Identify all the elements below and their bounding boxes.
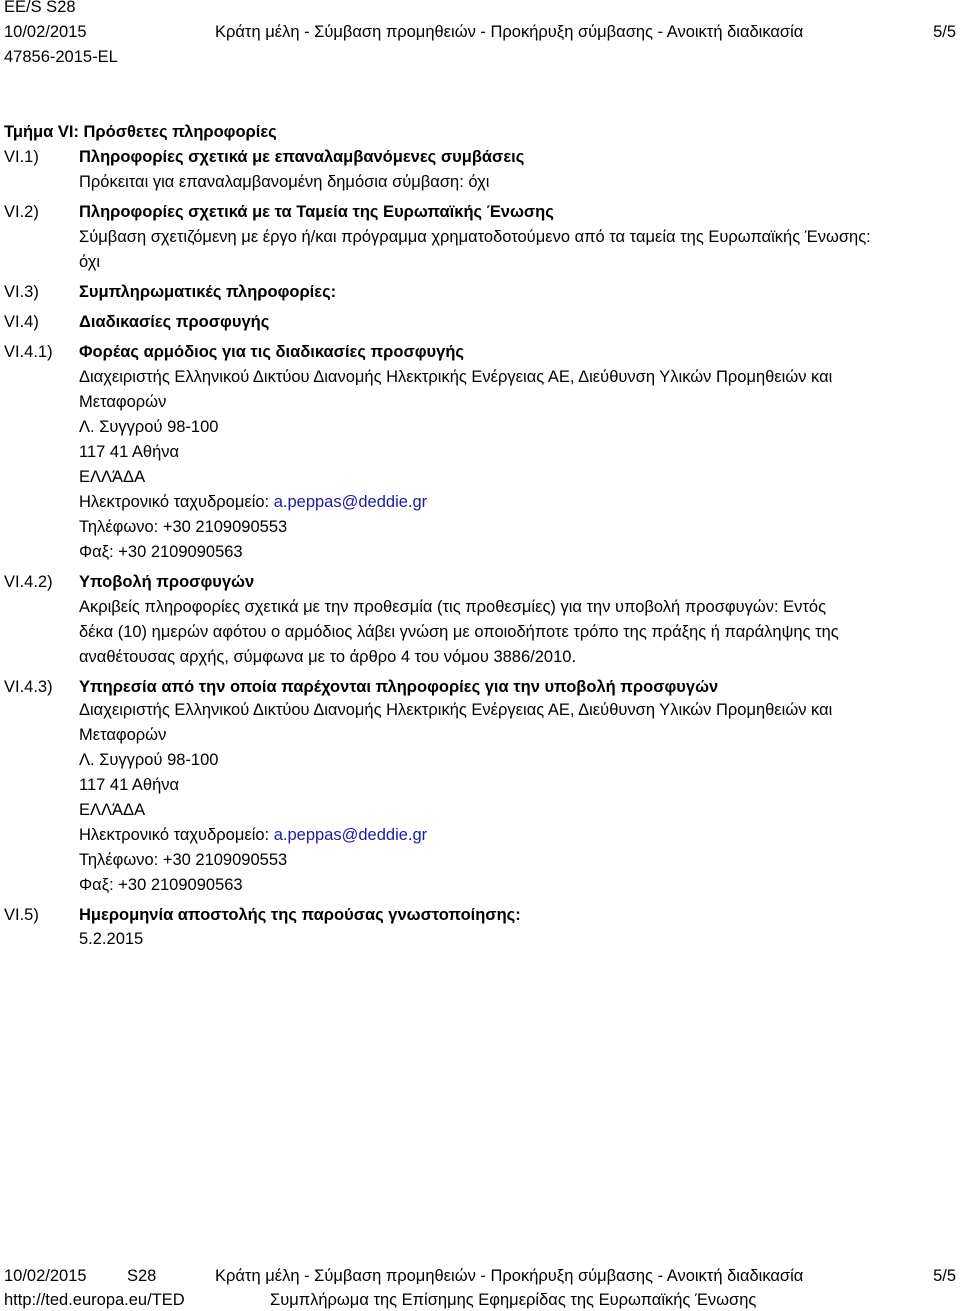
section-heading: Συμπληρωματικές πληροφορίες: — [79, 283, 337, 301]
address: Λ. Συγγρού 98-100 — [79, 751, 219, 769]
dispatch-date: 5.2.2015 — [79, 930, 144, 948]
email-label: Ηλεκτρονικό ταχυδρομείο: — [79, 826, 274, 844]
section-heading: Φορέας αρμόδιος για τις διαδικασίες προσφυγής — [79, 343, 464, 361]
organization-name: Διαχειριστής Ελληνικού Δικτύου Διανομής Ηλεκτρικής Ενέργειας ΑΕ, Διεύθυνση Υλικών Προμηθειών και — [79, 368, 833, 386]
section-text: όχι — [79, 253, 101, 271]
country: ΕΛΛΆΔΑ — [79, 801, 146, 819]
organization-name: Μεταφορών — [79, 393, 167, 411]
section-number: VI.5) — [4, 906, 39, 924]
section-number: VI.2) — [4, 203, 39, 221]
address: Λ. Συγγρού 98-100 — [79, 418, 219, 436]
section-text: δέκα (10) ημερών αφότου ο αρμόδιος λάβει γνώση με οποιοδήποτε τρόπο της πράξης ή παράληψης της — [79, 623, 839, 641]
section-text: Ακριβείς πληροφορίες σχετικά με την προθεσμία (τις προθεσμίες) για την υποβολή προσφυγών: Εντός — [79, 598, 827, 616]
section-heading: Υποβολή προσφυγών — [79, 573, 255, 591]
phone: Τηλέφωνο: +30 2109090553 — [79, 518, 288, 536]
section-title: Τμήμα VI: Πρόσθετες πληροφορίες — [4, 123, 277, 141]
city: 117 41 Αθήνα — [79, 776, 180, 794]
email-link[interactable]: a.peppas@deddie.gr — [273, 493, 428, 511]
email-row — [79, 823, 899, 848]
section-number: VI.4.3) — [4, 678, 53, 696]
email-label: Ηλεκτρονικό ταχυδρομείο: — [79, 493, 274, 511]
fax: Φαξ: +30 2109090563 — [79, 543, 243, 561]
header-page-number: 5/5 — [933, 23, 956, 41]
organization-name: Διαχειριστής Ελληνικού Δικτύου Διανομής Ηλεκτρικής Ενέργειας ΑΕ, Διεύθυνση Υλικών Προμηθειών και — [79, 701, 833, 719]
section-number: VI.4) — [4, 313, 39, 331]
section-heading: Ημερομηνία αποστολής της παρούσας γνωστοποίησης: — [79, 906, 521, 924]
footer-series: S28 — [127, 1267, 157, 1285]
section-heading: Πληροφορίες σχετικά με τα Ταμεία της Ευρωπαϊκής Ένωσης — [79, 203, 554, 221]
footer-url-link[interactable]: http://ted.europa.eu/TED — [4, 1291, 185, 1309]
header-doc-type: EE/S S28 — [4, 0, 76, 16]
country: ΕΛΛΆΔΑ — [79, 468, 146, 486]
section-text: Σύμβαση σχετιζόμενη με έργο ή/και πρόγραμμα χρηματοδοτούμενο από τα ταμεία της Ευρωπαϊκής Ένωσης: — [79, 228, 871, 246]
section-text: αναθέτουσας αρχής, σύμφωνα με το άρθρο 4 του νόμου 3886/2010. — [79, 648, 577, 666]
footer-title: Κράτη μέλη - Σύμβαση προμηθειών - Προκήρυξη σύμβασης - Ανοικτή διαδικασία — [215, 1267, 804, 1285]
email-link[interactable]: a.peppas@deddie.gr — [273, 826, 428, 844]
fax: Φαξ: +30 2109090563 — [79, 876, 243, 894]
footer-supplement: Συμπλήρωμα της Επίσημης Εφημερίδας της Ευρωπαϊκής Ένωσης — [270, 1291, 757, 1309]
section-text: Πρόκειται για επαναλαμβανομένη δημόσια σύμβαση: όχι — [79, 173, 490, 191]
section-heading: Υπηρεσία από την οποία παρέχονται πληροφορίες για την υποβολή προσφυγών — [79, 678, 719, 696]
footer-page-number: 5/5 — [933, 1267, 956, 1285]
section-number: VI.4.2) — [4, 573, 53, 591]
header-title: Κράτη μέλη - Σύμβαση προμηθειών - Προκήρυξη σύμβασης - Ανοικτή διαδικασία — [215, 23, 804, 41]
phone: Τηλέφωνο: +30 2109090553 — [79, 851, 288, 869]
organization-name: Μεταφορών — [79, 726, 167, 744]
header-date: 10/02/2015 — [4, 23, 87, 41]
header-doc-id: 47856-2015-EL — [4, 48, 118, 66]
section-number: VI.3) — [4, 283, 39, 301]
section-number: VI.4.1) — [4, 343, 53, 361]
email-row — [79, 490, 899, 515]
city: 117 41 Αθήνα — [79, 443, 180, 461]
section-number: VI.1) — [4, 148, 39, 166]
footer-date: 10/02/2015 — [4, 1267, 87, 1285]
section-heading: Πληροφορίες σχετικά με επαναλαμβανόμενες συμβάσεις — [79, 148, 525, 166]
section-heading: Διαδικασίες προσφυγής — [79, 313, 270, 331]
